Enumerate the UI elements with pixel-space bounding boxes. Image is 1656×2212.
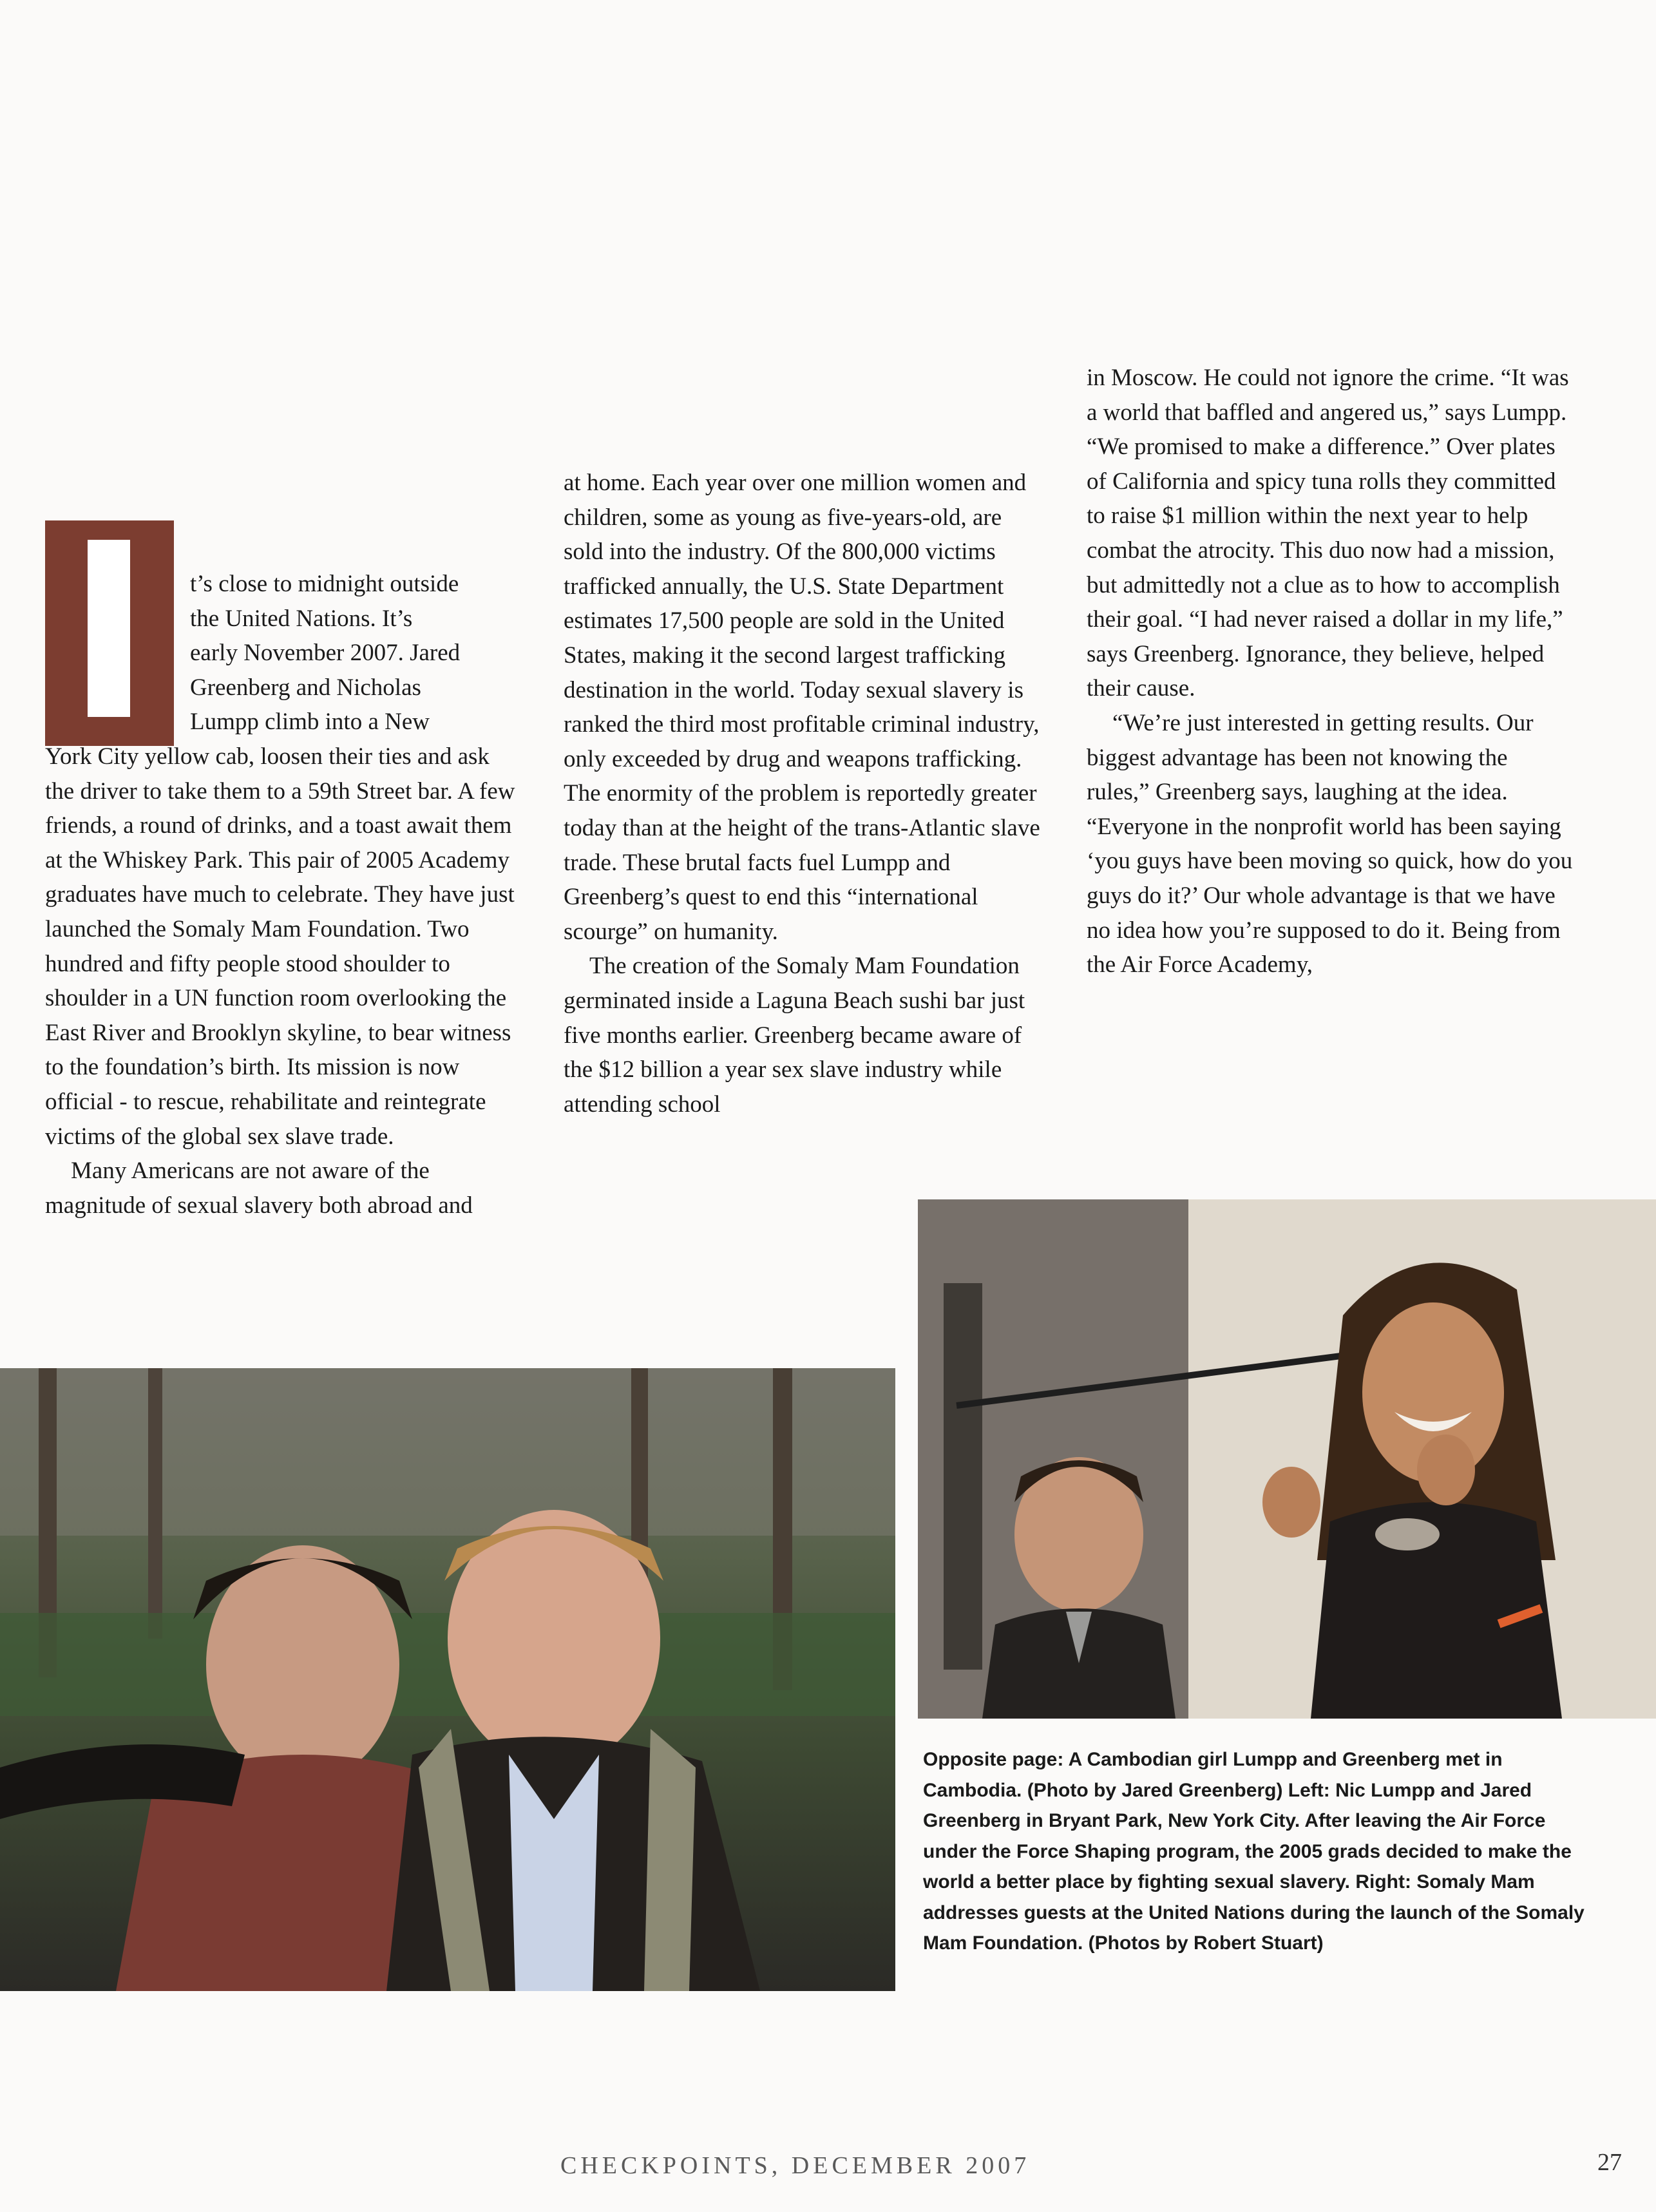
page-number: 27 [1597,2149,1622,2176]
article-paragraph: “We’re just interested in getting results. Our biggest advantage has been not knowing the rules,” Greenberg says, laughing at the idea. “Everyone in the nonprofit world has been saying ‘you guys have been moving so quick, how do you guys do it?’ Our whole advantage is that we have no idea how you’re supposed to do it. Being from the Air Force Academy, [1087,709,1573,978]
article-column-1 [45,739,522,1223]
col1-lead-line: Lumpp climb into a New [190,709,430,736]
article-col1-lead [190,567,525,739]
footer-publication: CHECKPOINTS, DECEMBER 2007 [560,2152,1031,2179]
article-paragraph: at home. Each year over one million women and children, some as young as five-years-old, are sold into the industry. Of the 800,000 victims trafficked annually, the U.S. State Department estimates 17,500 people are sold in the United States, making it the second largest trafficking destination in the world. Today sexual slavery is ranked the third most profitable criminal industry, only exceeded by drug and weapons trafficking. The enormity of the problem is reportedly greater today than at the height of the trans-Atlantic slave trade. These brutal facts fuel Lumpp and Greenberg’s quest to end this “international scourge” on humanity. [564,470,1040,945]
article-paragraph: Many Americans are not aware of the magnitude of sexual slavery both abroad and [45,1158,473,1219]
article-paragraph: The creation of the Somaly Mam Foundation germinated inside a Laguna Beach sushi bar just five months earlier. Greenberg became aware of the $12 billion a year sex slave industry while attending school [564,953,1025,1118]
col1-lead-line: the United Nations. It’s [190,605,413,632]
dropcap-block [45,520,174,746]
article-column-3 [1087,361,1576,982]
photo-somaly-mam-un [918,1199,1656,1719]
photo-left-illustration [0,1368,895,1991]
article-column-2 [564,466,1047,1121]
col1-lead-line: Greenberg and Nicholas [190,674,421,701]
photo-right-illustration [918,1199,1656,1719]
article-paragraph: York City yellow cab, loosen their ties and ask the driver to take them to a 59th Street bar. A few friends, a round of drinks, and a toast await them at the Whiskey Park. This pair of 2005 Academy graduates have much to celebrate. They have just launched the Somaly Mam Foundation. Two hundred and fifty people stood shoulder to shoulder in a UN function room overlooking the East River and Brooklyn skyline, to bear witness to the foundation’s birth. Its mission is now official - to rescue, rehabilitate and reintegrate victims of the global sex slave trade. [45,743,515,1150]
article-paragraph: in Moscow. He could not ignore the crime. “It was a world that baffled and angered us,” says Lumpp. “We promised to make a difference.” Over plates of California and spicy tuna rolls they committed to raise $1 million within the next year to help combat the atrocity. This duo now had a mission, but admittedly not a clue as to how to accomplish their goal. “I had never raised a dollar in my life,” says Greenberg. Ignorance, they believe, helped their cause. [1087,365,1569,702]
photo-caption: Opposite page: A Cambodian girl Lumpp and Greenberg met in Cambodia. (Photo by Jared Greenberg) Left: Nic Lumpp and Jared Greenberg in Bryant Park, New York City. After leaving the Air Force under the Force Shaping program, the 2005 grads decided to make the world a better place by fighting sexual slavery. Right: Somaly Mam addresses guests at the United Nations during the launch of the Somaly Mam Foundation. (Photos by Robert Stuart) [923,1749,1585,1954]
dropcap-letter-i [88,540,130,717]
col1-lead-line: early November 2007. Jared [190,640,461,667]
photo-lumpp-greenberg-bryant-park [0,1368,895,1991]
col1-lead-line: t’s close to midnight outside [190,571,459,597]
